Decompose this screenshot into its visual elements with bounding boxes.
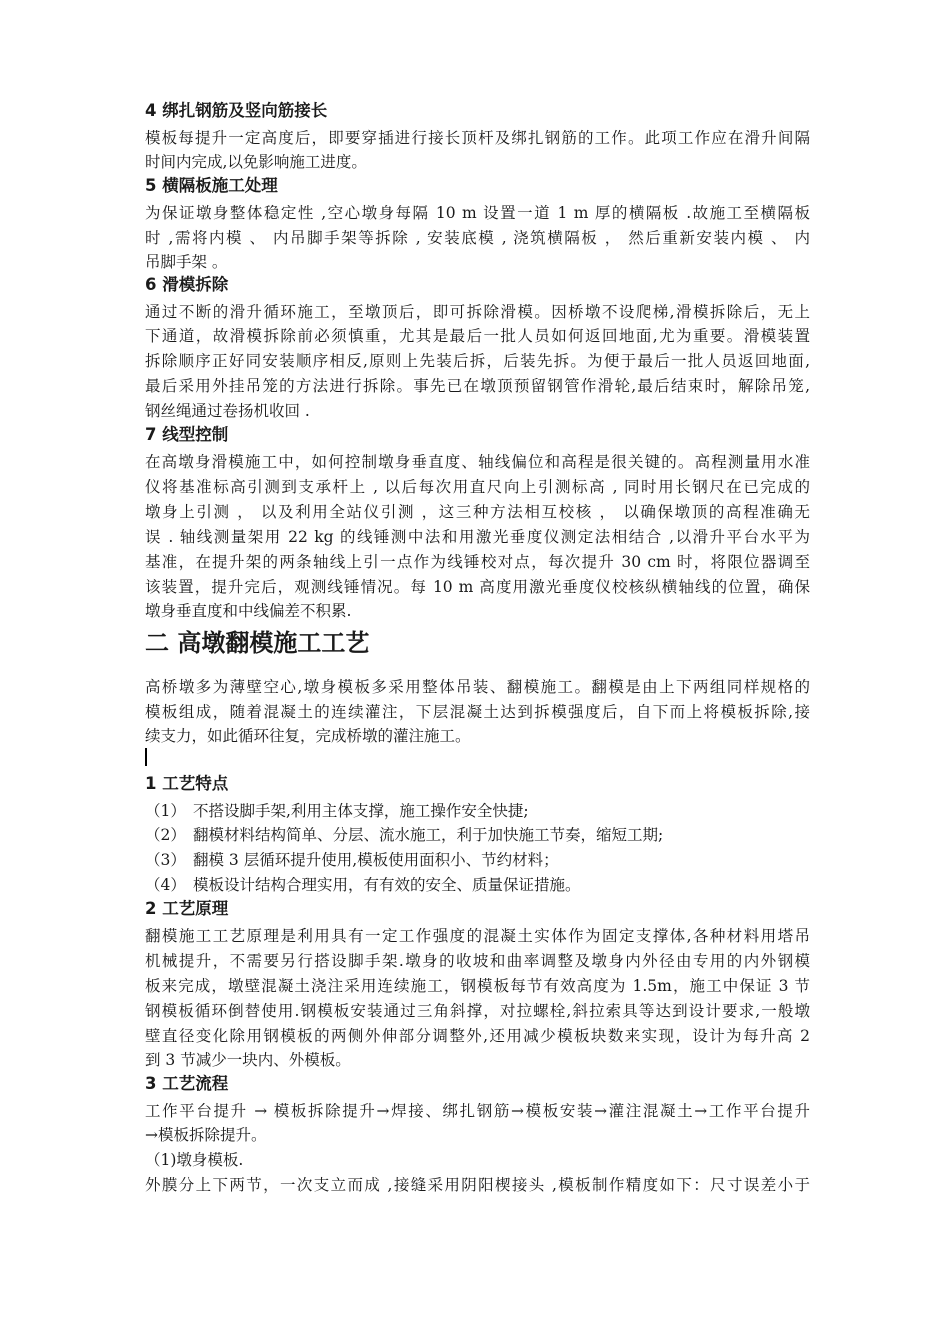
paragraph-line: 工作平台提升 → 模板拆除提升→焊接、绑扎钢筋→模板安装→灌注混凝土→工作平台提升: [145, 1102, 810, 1120]
paragraph-line: →模板拆除提升。: [145, 1126, 267, 1144]
paragraph-line: 模板组成，随着混凝土的连续灌注，下层混凝土达到拆模强度后，自下而上将模板拆除,接: [145, 703, 810, 721]
paragraph-line: 下通道，故滑模拆除前必须慎重，尤其是最后一批人员如何返回地面,尤为重要。滑模装置: [145, 327, 810, 345]
paragraph-line: 拆除顺序正好同安装顺序相反,原则上先装后拆，后装先拆。为便于最后一批人员返回地面,: [145, 352, 810, 370]
list-item-number: （2）: [145, 826, 186, 844]
list-item: [145, 800, 810, 822]
chapter-2-title: 二 高墩翻模施工工艺: [145, 629, 370, 657]
section-4-heading: 4 绑扎钢筋及竖向筋接长: [145, 101, 328, 120]
list-item-number: （1）: [145, 802, 186, 820]
paragraph-line: 机械提升，不需要另行搭设脚手架.墩身的收坡和曲率调整及墩身内外径由专用的内外钢模: [145, 952, 810, 970]
list-item-text: 模板设计结构合理实用，有有效的安全、质量保证措施。: [193, 876, 581, 894]
paragraph-line: 时 ,需将内模 、 内吊脚手架等拆除 , 安装底模 , 浇筑横隔板 ， 然后重新安装内模 、 内: [145, 229, 810, 247]
paragraph-line: （1)墩身模板.: [145, 1151, 244, 1169]
paragraph-line: 该装置，提升完后，观测线锤情况。每 10 m 高度用激光垂度仪校核纵横轴线的位置，确保: [145, 578, 810, 596]
list-item: [145, 874, 810, 896]
flow-heading: 3 工艺流程: [145, 1074, 229, 1093]
paragraph-line: 高桥墩多为薄壁空心,墩身模板多采用整体吊装、翻模施工。翻模是由上下两组同样规格的: [145, 678, 810, 696]
paragraph-line: 钢丝绳通过卷扬机收回 .: [145, 402, 310, 420]
section-6-heading: 6 滑模拆除: [145, 275, 229, 294]
list-item: [145, 849, 810, 871]
list-item: [145, 824, 810, 846]
paragraph-line: 钢模板循环倒替使用.钢模板安装通过三角斜撑，对拉螺栓,斜拉索具等达到设计要求,一般墩: [145, 1002, 810, 1020]
section-5-heading: 5 横隔板施工处理: [145, 176, 278, 195]
text-cursor: [145, 748, 147, 766]
paragraph-line: 外膜分上下两节，一次支立而成 ,接缝采用阴阳楔接头 ,模板制作精度如下：尺寸误差小于: [145, 1176, 810, 1194]
list-item-number: （4）: [145, 876, 186, 894]
features-heading: 1 工艺特点: [145, 774, 229, 793]
list-item-text: 翻模材料结构简单、分层、流水施工，利于加快施工节奏，缩短工期;: [193, 826, 664, 844]
paragraph-line: 为保证墩身整体稳定性 ,空心墩身每隔 10 m 设置一道 1 m 厚的横隔板 .故施工至横隔板: [145, 204, 810, 222]
paragraph-line: 壁直径变化除用钢模板的两侧外伸部分调整外,还用减少模板块数来实现，设计为每升高 2: [145, 1027, 810, 1045]
list-item-text: 翻模 3 层循环提升使用,模板使用面积小、节约材料；: [193, 851, 559, 869]
paragraph-line: 续支力，如此循环往复，完成桥墩的灌注施工。: [145, 727, 471, 745]
paragraph-line: 时间内完成,以免影响施工进度。: [145, 153, 367, 171]
list-item-number: （3）: [145, 851, 186, 869]
paragraph-line: 板来完成，墩壁混凝土浇注采用连续施工，钢模板每节有效高度为 1.5m，施工中保证 3 节: [145, 977, 810, 995]
paragraph-line: 墩身上引测 ， 以及利用全站仪引测 ，这三种方法相互校核 ， 以确保墩顶的高程准确无: [145, 503, 810, 521]
section-7-heading: 7 线型控制: [145, 425, 229, 444]
paragraph-line: 翻模施工工艺原理是利用具有一定工作强度的混凝土实体作为固定支撑体,各种材料用塔吊: [145, 927, 810, 945]
paragraph-line: 到 3 节减少一块内、外模板。: [145, 1051, 351, 1069]
paragraph-line: 基准，在提升架的两条轴线上引一点作为线锤校对点，每次提升 30 cm 时，将限位器调至: [145, 553, 810, 571]
paragraph-line: 误 . 轴线测量架用 22 kg 的线锤测中法和用激光垂度仪测定法相结合 ,以滑升平台水平为: [145, 528, 810, 546]
paragraph-line: 墩身垂直度和中线偏差不积累.: [145, 602, 352, 620]
paragraph-line: 吊脚手架 。: [145, 253, 228, 271]
paragraph-line: 在高墩身滑模施工中，如何控制墩身垂直度、轴线偏位和高程是很关键的。高程测量用水准: [145, 453, 810, 471]
paragraph-line: 仪将基准标高引测到支承杆上 , 以后每次用直尺向上引测标高 , 同时用长钢尺在已完成的: [145, 478, 810, 496]
paragraph-line: 通过不断的滑升循环施工，至墩顶后，即可拆除滑模。因桥墩不设爬梯,滑模拆除后，无上: [145, 303, 810, 321]
list-item-text: 不搭设脚手架,利用主体支撑，施工操作安全快捷;: [193, 802, 529, 820]
principle-heading: 2 工艺原理: [145, 899, 229, 918]
paragraph-line: 模板每提升一定高度后，即要穿插进行接长顶杆及绑扎钢筋的工作。此项工作应在滑升间隔: [145, 129, 810, 147]
paragraph-line: 最后采用外挂吊笼的方法进行拆除。事先已在墩顶预留钢管作滑轮,最后结束时，解除吊笼,: [145, 377, 810, 395]
